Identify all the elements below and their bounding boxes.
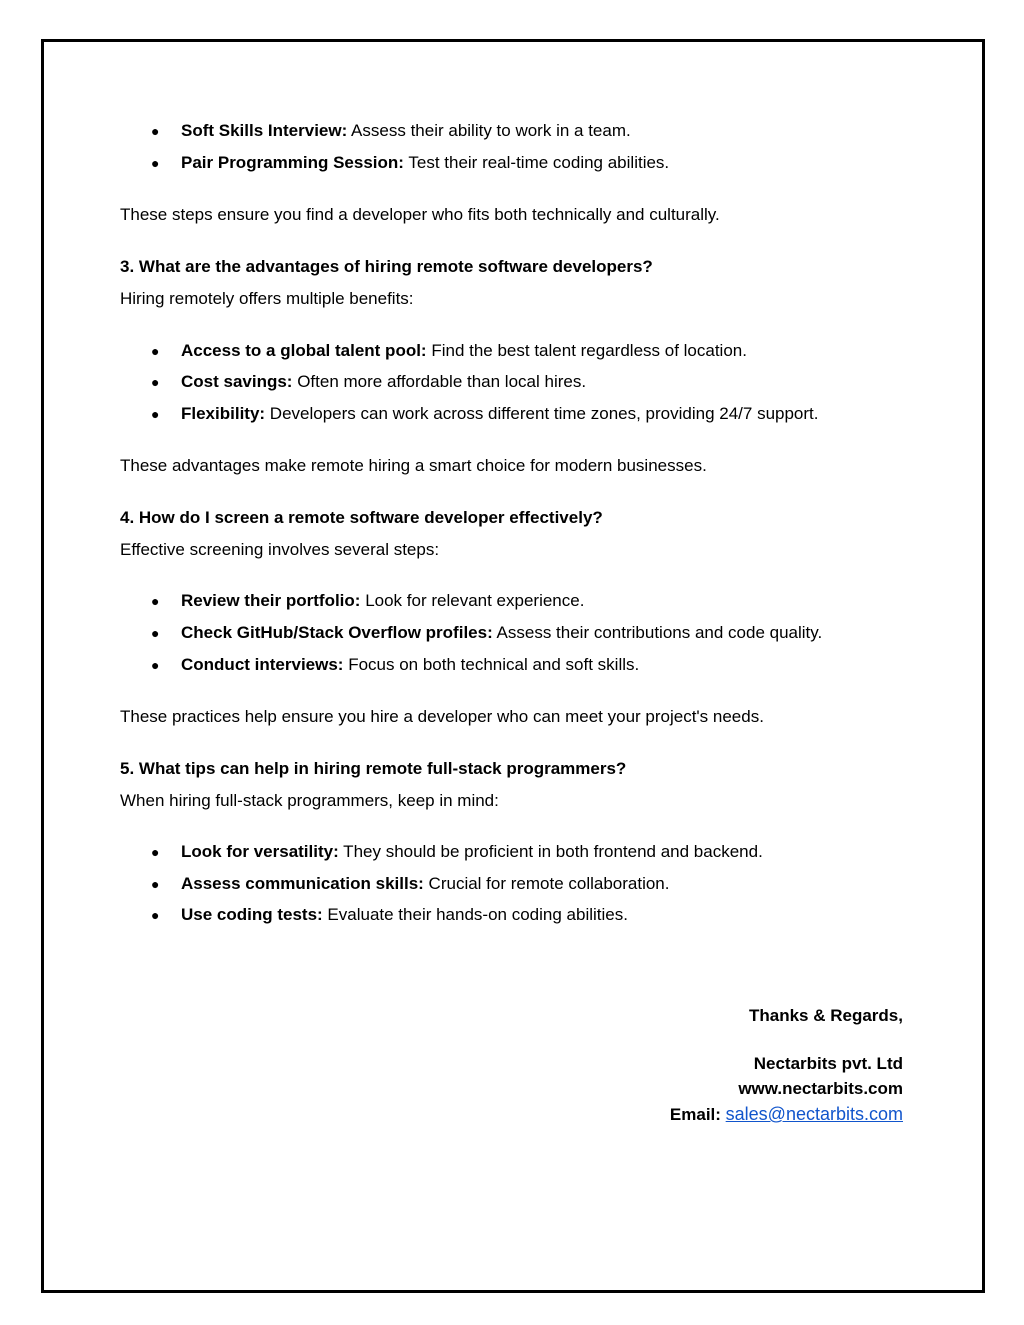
bullet-label: Check GitHub/Stack Overflow profiles: — [181, 623, 493, 642]
section-heading: 5. What tips can help in hiring remote full-stack programmers? — [120, 759, 627, 778]
bullet-text: They should be proficient in both frontend and backend. — [338, 842, 763, 861]
bullet-label: Flexibility: — [181, 404, 266, 423]
bullet-label: Use coding tests: — [181, 905, 323, 924]
bullet-text: Evaluate their hands-on coding abilities. — [322, 905, 628, 924]
paragraph: When hiring full-stack programmers, keep in mind: — [120, 791, 499, 810]
signature-regards: Thanks & Regards, — [749, 1006, 903, 1025]
bullet-text: Find the best talent regardless of location. — [426, 341, 747, 360]
bullet-text: Test their real-time coding abilities. — [403, 153, 670, 172]
bullet-label: Pair Programming Session: — [181, 153, 404, 172]
paragraph: These practices help ensure you hire a developer who can meet your project's needs. — [120, 707, 764, 726]
bullet-text: Crucial for remote collaboration. — [423, 874, 670, 893]
bullet-label: Soft Skills Interview: — [181, 121, 348, 140]
paragraph: These steps ensure you find a developer who fits both technically and culturally. — [120, 205, 720, 224]
bullet-text: Assess their contributions and code quality. — [492, 623, 823, 642]
bullet-label: Access to a global talent pool: — [181, 341, 427, 360]
bullet-icon: ● — [151, 374, 160, 390]
bullet-icon: ● — [151, 593, 160, 609]
bullet-text: Often more affordable than local hires. — [292, 372, 587, 391]
bullet-label: Look for versatility: — [181, 842, 339, 861]
paragraph: These advantages make remote hiring a smart choice for modern businesses. — [120, 456, 707, 475]
bullet-icon: ● — [151, 343, 160, 359]
bullet-label: Assess communication skills: — [181, 874, 424, 893]
paragraph: Hiring remotely offers multiple benefits: — [120, 289, 414, 308]
email-link[interactable]: sales@nectarbits.com — [725, 1104, 903, 1124]
bullet-icon: ● — [151, 907, 160, 923]
bullet-icon: ● — [151, 406, 160, 422]
bullet-text: Focus on both technical and soft skills. — [343, 655, 640, 674]
signature-website: www.nectarbits.com — [738, 1079, 903, 1098]
section-heading: 4. How do I screen a remote software developer effectively? — [120, 508, 603, 527]
bullet-icon: ● — [151, 123, 160, 139]
signature-company: Nectarbits pvt. Ltd — [753, 1054, 903, 1073]
bullet-icon: ● — [151, 657, 160, 673]
section-heading: 3. What are the advantages of hiring remote software developers? — [120, 257, 653, 276]
signature-email — [670, 1104, 903, 1125]
bullet-icon: ● — [151, 625, 160, 641]
bullet-label: Cost savings: — [181, 372, 293, 391]
paragraph: Effective screening involves several steps: — [120, 540, 440, 559]
bullet-text: Look for relevant experience. — [360, 591, 585, 610]
bullet-text: Developers can work across different time zones, providing 24/7 support. — [265, 404, 819, 423]
email-label: Email: — [669, 1105, 726, 1124]
bullet-text: Assess their ability to work in a team. — [347, 121, 631, 140]
bullet-icon: ● — [151, 844, 160, 860]
bullet-icon: ● — [151, 876, 160, 892]
bullet-label: Review their portfolio: — [181, 591, 361, 610]
bullet-icon: ● — [151, 155, 160, 171]
bullet-label: Conduct interviews: — [181, 655, 344, 674]
